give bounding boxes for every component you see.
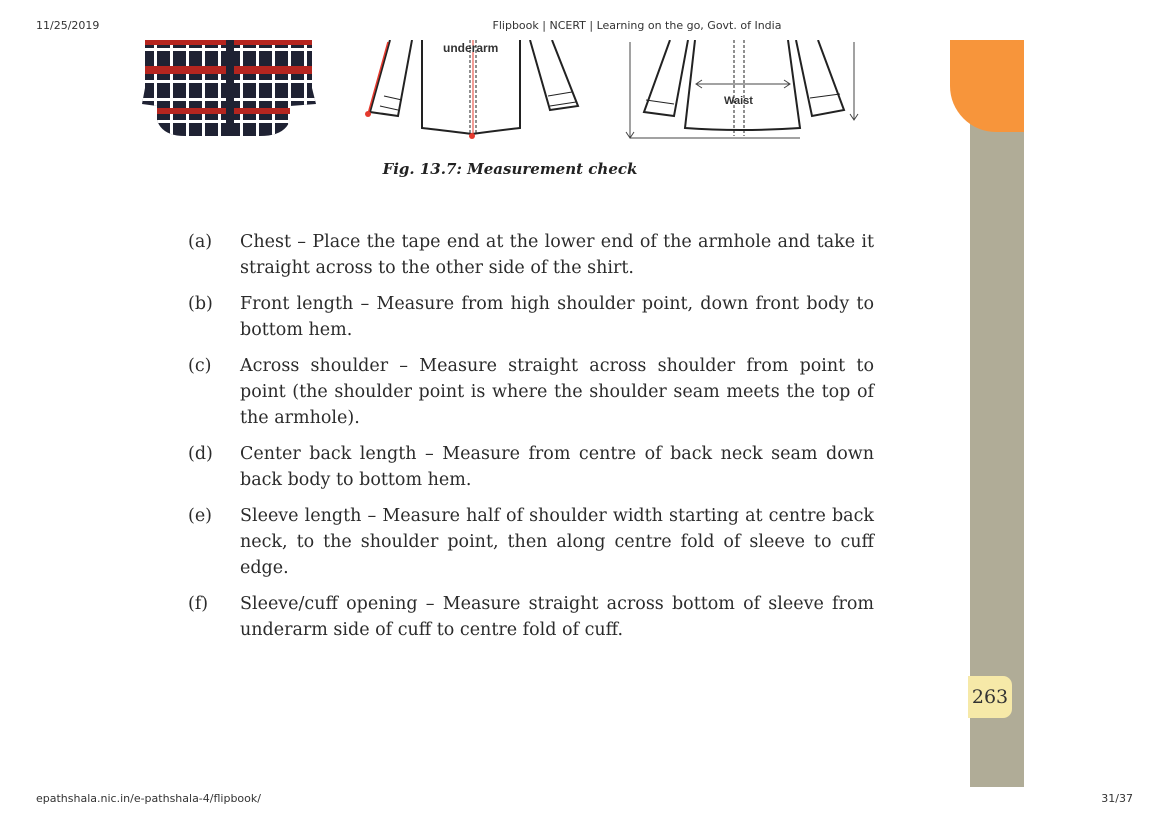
measure-point-red [469, 133, 475, 139]
pdf-page-counter: 31/37 [1101, 792, 1133, 805]
list-item-text: Across shoulder – Measure straight across shoulder from point to point (the shoulder point is where the shoulder seam meets the top of the armhole). [240, 356, 874, 428]
list-marker: (a) [188, 232, 213, 252]
list-item-text: Center back length – Measure from centre of back neck seam down back body to bottom hem. [240, 444, 874, 490]
list-item [188, 441, 874, 493]
list-item [188, 503, 874, 581]
list-item [188, 353, 874, 431]
book-page-number: 263 [968, 676, 1012, 718]
print-date: 11/25/2019 [36, 19, 100, 32]
chapter-tab [950, 40, 1024, 132]
measurement-list [188, 229, 874, 653]
back-shirt-outline [644, 40, 844, 136]
list-item [188, 229, 874, 281]
figure-caption: Fig. 13.7: Measurement check [382, 160, 638, 178]
list-item [188, 591, 874, 643]
list-item-text: Front length – Measure from high shoulder point, down front body to bottom hem. [240, 294, 874, 340]
list-marker: (e) [188, 506, 213, 526]
page-header-title: Flipbook | NCERT | Learning on the go, Govt. of India [492, 19, 782, 32]
list-marker: (d) [188, 444, 213, 464]
list-marker: (b) [188, 294, 213, 314]
list-item [188, 291, 874, 343]
plaid-shirt-illustration [140, 40, 320, 140]
page-side-strip [970, 40, 1024, 787]
page-url: epathshala.nic.in/e-pathshala-4/flipbook/ [36, 792, 261, 805]
list-item-text: Sleeve/cuff opening – Measure straight across bottom of sleeve from underarm side of cuff to centre fold of cuff. [240, 594, 874, 640]
list-item-text: Sleeve length – Measure half of shoulder width starting at centre back neck, to the shoulder point, then along centre fold of sleeve to cuff edge. [240, 506, 874, 578]
shirt-measurement-figure [140, 40, 880, 144]
list-item-text: Chest – Place the tape end at the lower end of the armhole and take it straight across to the other side of the shirt. [240, 232, 874, 278]
waist-label: Waist [724, 95, 753, 107]
list-marker: (f) [188, 594, 209, 614]
list-marker: (c) [188, 356, 212, 376]
underarm-label: underarm [443, 41, 499, 55]
